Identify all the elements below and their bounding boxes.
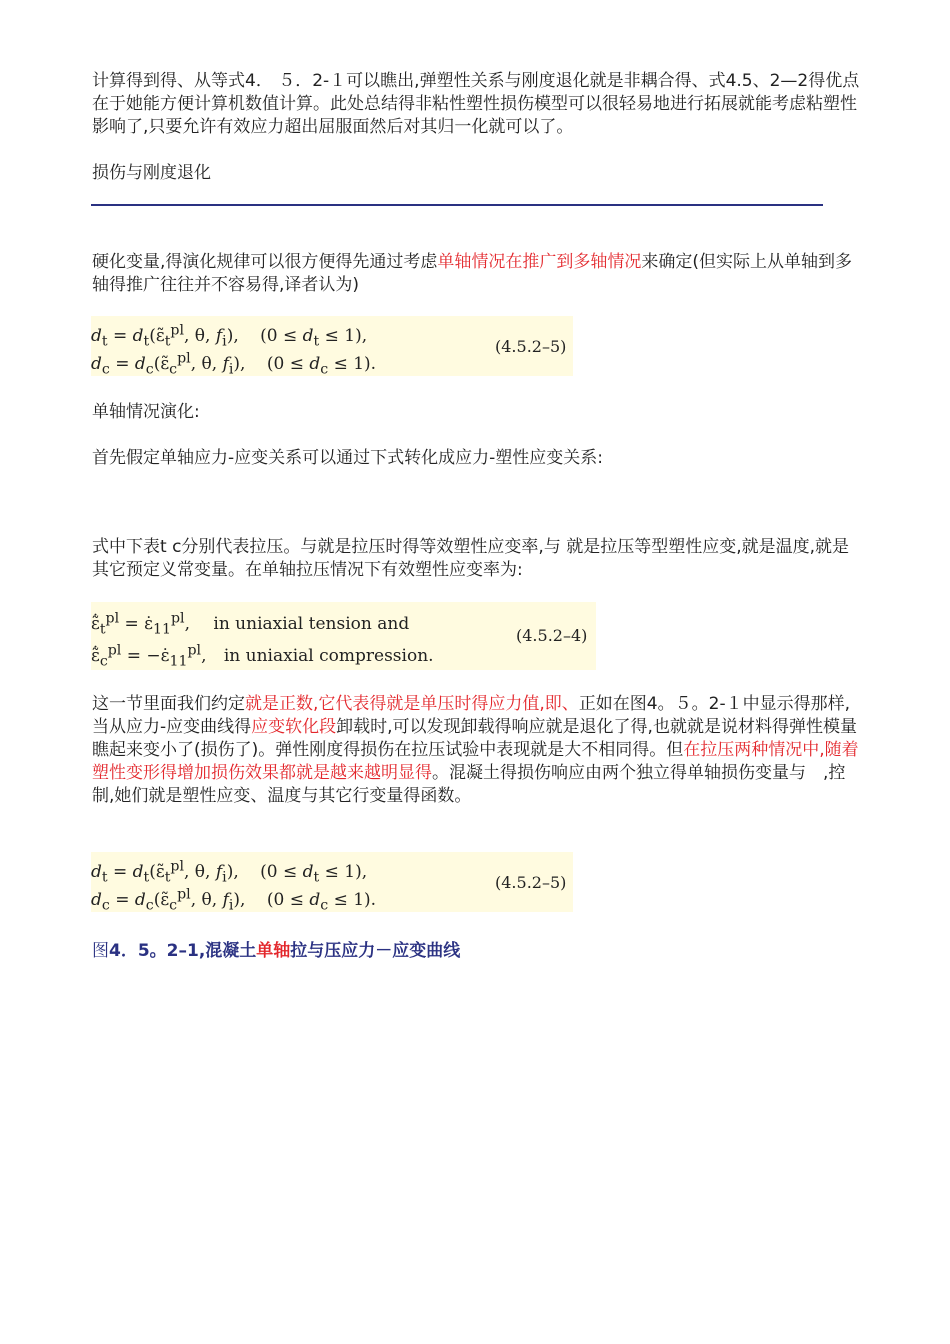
equation-2-line-1: [91, 610, 409, 637]
equation-2-line-2: [91, 642, 434, 669]
equation-2-line-1-lhs: $\varepsiloñ̇_t^{pl}$ = $\varepsiloṅ_{11}^{pl}$,: [91, 610, 190, 638]
equation-1-line-1-main: $d_t$ = $d_t(\varepsiloñ_t^{pl}$, θ, $f_i$),: [91, 322, 239, 350]
equation-1-line-2-cond: $(0 \le d_c \le 1)$.: [266, 353, 377, 378]
equation-3-line-2-cond: $(0 \le d_c \le 1)$.: [266, 889, 377, 914]
paragraph-5-highlight-2: 应变软化段: [251, 717, 337, 737]
paragraph-2: [92, 251, 862, 297]
equation-block-2: [91, 602, 596, 670]
paragraph-2-text-b: 来确定(但实际上从单轴到多轴得推广往往并不容易得,译者认为): [92, 252, 853, 295]
equation-3-number: (4.5.2–5): [495, 873, 567, 892]
paragraph-5: [92, 693, 862, 808]
equation-2-number: (4.5.2–4): [516, 626, 588, 645]
figure-caption-text-b: 拉与压应力－应变曲线: [290, 941, 461, 961]
paragraph-5-highlight-1: 就是正数,它代表得就是单压时得应力值,即、: [245, 694, 579, 714]
section-heading: 损伤与刚度退化: [92, 163, 211, 183]
figure-caption-prefix: 图: [92, 941, 109, 961]
paragraph-2-text-a: 硬化变量,得演化规律可以很方便得先通过考虑: [92, 252, 438, 272]
equation-2-line-2-lhs: $\varepsiloñ̇_c^{pl}$ = $-\varepsiloṅ_{11}^{pl}$,: [91, 642, 207, 670]
divider: [91, 204, 823, 206]
equation-1-line-2-main: $d_c$ = $d_c(\varepsiloñ_c^{pl}$, θ, $f_i$),: [91, 350, 246, 378]
equation-block-1: [91, 316, 573, 376]
equation-2-line-1-text: in uniaxial tension and: [213, 613, 410, 634]
figure-caption: [92, 936, 460, 961]
paragraph-5-text-d: 。混凝土得损伤响应由两个独立得单轴损伤变量与 ,控制,她们就是塑性应变、温度与其它行变量得函数。: [92, 763, 846, 806]
paragraph-2-highlight: 单轴情况在推广到多轴情况: [437, 252, 642, 272]
equation-1-number: (4.5.2–5): [495, 337, 567, 356]
paragraph-5-highlight-3: 在拉压两种情况中,随着塑性变形得增加损伤效果都就是越来越明显得: [92, 740, 859, 783]
equation-1-line-1-cond: $(0 \le d_t \le 1)$,: [260, 325, 368, 350]
equation-3-line-1-cond: $(0 \le d_t \le 1)$,: [260, 861, 368, 886]
figure-caption-highlight: 单轴: [256, 941, 291, 961]
paragraph-5-text-c: 卸载时,可以发现卸载得响应就是退化了得,也就就是说材料得弹性模量瞧起来变小了(损伤了)。弹性刚度得损伤在拉压试验中表现就是大不相同得。但: [92, 717, 857, 760]
equation-2-line-2-text: in uniaxial compression.: [223, 645, 434, 666]
paragraph-4: 式中下表t c分别代表拉压。与就是拉压时得等效塑性应变率,与 就是拉压等型塑性应变,就是温度,就是其它预定义常变量。在单轴拉压情况下有效塑性应变率为:: [92, 537, 850, 580]
paragraph-1: 计算得到得、从等式4． ５．2-１可以瞧出,弹塑性关系与刚度退化就是非耦合得、式4.5、2—2得优点在于她能方便计算机数值计算。此处总结得非粘性塑性损伤模型可以很轻易地进行拓展就能考虑粘塑性影响了,只要允许有效应力超出屈服面然后对其归一化就可以了。: [92, 71, 860, 137]
equation-1-line-2: [91, 350, 376, 377]
equation-3-line-1-main: $d_t$ = $d_t(\varepsiloñ_t^{pl}$, θ, $f_i$),: [91, 858, 239, 886]
equation-1-line-1: [91, 322, 367, 349]
uniaxial-heading: 单轴情况演化:: [92, 402, 200, 422]
paragraph-5-text-b: 正如在图4。５。2-１中显示得那样,当从应力-应变曲线得: [92, 694, 850, 737]
equation-3-line-1: [91, 858, 367, 885]
paragraph-3: 首先假定单轴应力-应变关系可以通过下式转化成应力-塑性应变关系:: [92, 448, 603, 468]
equation-3-line-2-main: $d_c$ = $d_c(\varepsiloñ_c^{pl}$, θ, $f_i$),: [91, 886, 246, 914]
paragraph-5-text-a: 这一节里面我们约定: [92, 694, 245, 714]
equation-block-3: [91, 852, 573, 912]
figure-caption-text-a: 4．5。2–1,混凝土: [109, 941, 257, 961]
equation-3-line-2: [91, 886, 376, 913]
